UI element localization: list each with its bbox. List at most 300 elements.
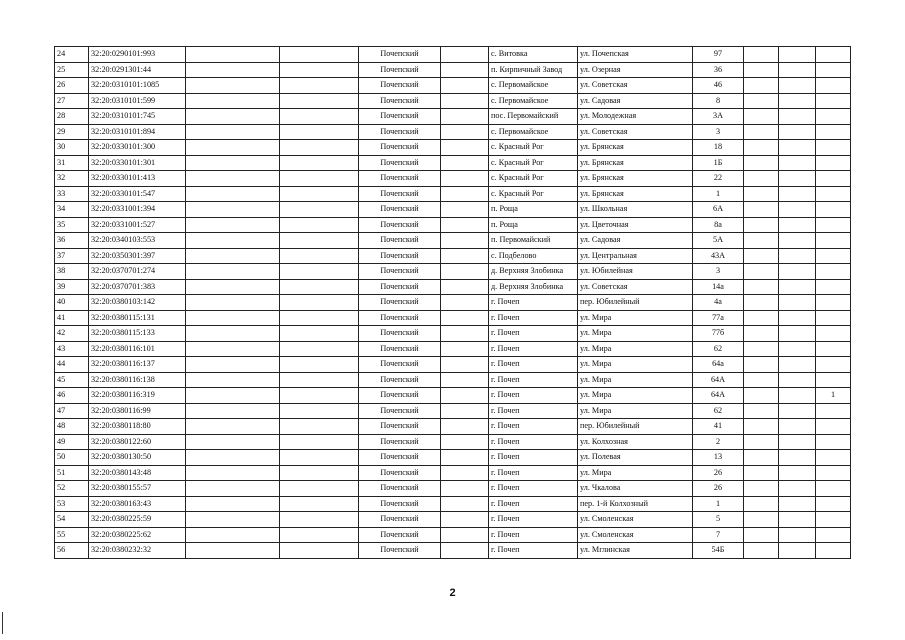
empty-cell <box>186 264 280 280</box>
row-number-cell: 27 <box>55 93 89 109</box>
district-cell: Почепский <box>359 140 441 156</box>
empty-cell <box>779 326 816 342</box>
district-cell: Почепский <box>359 186 441 202</box>
row-number-cell: 36 <box>55 233 89 249</box>
locality-cell: с. Красный Рог <box>489 140 578 156</box>
table-row <box>55 155 851 171</box>
table-row <box>55 171 851 187</box>
table-row <box>55 481 851 497</box>
empty-cell <box>744 434 779 450</box>
empty-cell <box>441 140 489 156</box>
empty-cell <box>280 403 359 419</box>
empty-cell <box>186 388 280 404</box>
extra-value-cell <box>816 295 851 311</box>
empty-cell <box>779 78 816 94</box>
table-row <box>55 372 851 388</box>
locality-cell: г. Почеп <box>489 465 578 481</box>
table-row <box>55 543 851 559</box>
extra-value-cell <box>816 372 851 388</box>
empty-cell <box>186 357 280 373</box>
row-number-cell: 49 <box>55 434 89 450</box>
district-cell: Почепский <box>359 357 441 373</box>
cadastral-number-cell: 32:20:0380163:43 <box>89 496 186 512</box>
empty-cell <box>441 419 489 435</box>
empty-cell <box>779 93 816 109</box>
locality-cell: г. Почеп <box>489 434 578 450</box>
street-cell: ул. Мира <box>578 403 693 419</box>
empty-cell <box>779 217 816 233</box>
table-row <box>55 217 851 233</box>
table-row <box>55 512 851 528</box>
empty-cell <box>186 527 280 543</box>
empty-cell <box>744 481 779 497</box>
locality-cell: с. Витовка <box>489 47 578 63</box>
empty-cell <box>441 326 489 342</box>
district-cell: Почепский <box>359 233 441 249</box>
empty-cell <box>441 155 489 171</box>
locality-cell: г. Почеп <box>489 481 578 497</box>
row-number-cell: 35 <box>55 217 89 233</box>
empty-cell <box>744 310 779 326</box>
street-cell: ул. Мглинская <box>578 543 693 559</box>
empty-cell <box>280 202 359 218</box>
street-cell: ул. Молодежная <box>578 109 693 125</box>
house-number-cell: 26 <box>693 465 744 481</box>
extra-value-cell <box>816 279 851 295</box>
row-number-cell: 45 <box>55 372 89 388</box>
street-cell: ул. Центральная <box>578 248 693 264</box>
empty-cell <box>441 465 489 481</box>
empty-cell <box>186 496 280 512</box>
street-cell: пер. 1-й Колхозный <box>578 496 693 512</box>
house-number-cell: 6А <box>693 202 744 218</box>
row-number-cell: 47 <box>55 403 89 419</box>
cadastral-number-cell: 32:20:0380130:50 <box>89 450 186 466</box>
extra-value-cell <box>816 357 851 373</box>
table-row <box>55 93 851 109</box>
empty-cell <box>744 186 779 202</box>
empty-cell <box>186 326 280 342</box>
district-cell: Почепский <box>359 47 441 63</box>
empty-cell <box>441 341 489 357</box>
street-cell: ул. Смоленская <box>578 512 693 528</box>
empty-cell <box>744 109 779 125</box>
extra-value-cell <box>816 450 851 466</box>
house-number-cell: 77а <box>693 310 744 326</box>
house-number-cell: 18 <box>693 140 744 156</box>
row-number-cell: 41 <box>55 310 89 326</box>
empty-cell <box>779 140 816 156</box>
street-cell: пер. Юбилейный <box>578 419 693 435</box>
extra-value-cell <box>816 527 851 543</box>
locality-cell: п. Роща <box>489 202 578 218</box>
empty-cell <box>441 310 489 326</box>
table-row <box>55 78 851 94</box>
locality-cell: г. Почеп <box>489 310 578 326</box>
locality-cell: г. Почеп <box>489 326 578 342</box>
cadastral-number-cell: 32:20:0380115:133 <box>89 326 186 342</box>
district-cell: Почепский <box>359 450 441 466</box>
cadastral-number-cell: 32:20:0380122:60 <box>89 434 186 450</box>
locality-cell: п. Роща <box>489 217 578 233</box>
table-row <box>55 109 851 125</box>
district-cell: Почепский <box>359 512 441 528</box>
cadastral-number-cell: 32:20:0330101:301 <box>89 155 186 171</box>
empty-cell <box>186 93 280 109</box>
empty-cell <box>441 403 489 419</box>
row-number-cell: 44 <box>55 357 89 373</box>
empty-cell <box>744 93 779 109</box>
row-number-cell: 38 <box>55 264 89 280</box>
empty-cell <box>186 295 280 311</box>
table-row <box>55 388 851 404</box>
empty-cell <box>779 512 816 528</box>
cadastral-number-cell: 32:20:0291301:44 <box>89 62 186 78</box>
empty-cell <box>744 372 779 388</box>
house-number-cell: 14а <box>693 279 744 295</box>
extra-value-cell <box>816 434 851 450</box>
empty-cell <box>186 248 280 264</box>
street-cell: ул. Садовая <box>578 93 693 109</box>
cadastral-number-cell: 32:20:0310101:1085 <box>89 78 186 94</box>
empty-cell <box>186 310 280 326</box>
locality-cell: с. Красный Рог <box>489 171 578 187</box>
house-number-cell: 5 <box>693 512 744 528</box>
empty-cell <box>779 465 816 481</box>
empty-cell <box>186 512 280 528</box>
table-row <box>55 341 851 357</box>
empty-cell <box>744 512 779 528</box>
table-row <box>55 279 851 295</box>
empty-cell <box>779 62 816 78</box>
empty-cell <box>441 186 489 202</box>
house-number-cell: 3 <box>693 264 744 280</box>
district-cell: Почепский <box>359 248 441 264</box>
empty-cell <box>186 403 280 419</box>
house-number-cell: 64А <box>693 388 744 404</box>
cadastral-number-cell: 32:20:0330101:413 <box>89 171 186 187</box>
cadastral-number-cell: 32:20:0370701:383 <box>89 279 186 295</box>
empty-cell <box>280 279 359 295</box>
house-number-cell: 77б <box>693 326 744 342</box>
locality-cell: г. Почеп <box>489 372 578 388</box>
locality-cell: пос. Первомайский <box>489 109 578 125</box>
empty-cell <box>779 171 816 187</box>
extra-value-cell <box>816 248 851 264</box>
extra-value-cell <box>816 481 851 497</box>
table-row <box>55 326 851 342</box>
locality-cell: г. Почеп <box>489 357 578 373</box>
empty-cell <box>441 171 489 187</box>
table-row <box>55 419 851 435</box>
table-row <box>55 248 851 264</box>
empty-cell <box>280 264 359 280</box>
locality-cell: г. Почеп <box>489 512 578 528</box>
empty-cell <box>441 279 489 295</box>
empty-cell <box>779 434 816 450</box>
locality-cell: п. Кирпичный Завод <box>489 62 578 78</box>
row-number-cell: 51 <box>55 465 89 481</box>
empty-cell <box>186 465 280 481</box>
locality-cell: с. Подбелово <box>489 248 578 264</box>
locality-cell: с. Красный Рог <box>489 186 578 202</box>
empty-cell <box>280 171 359 187</box>
house-number-cell: 64а <box>693 357 744 373</box>
empty-cell <box>280 124 359 140</box>
empty-cell <box>280 326 359 342</box>
extra-value-cell <box>816 78 851 94</box>
empty-cell <box>186 186 280 202</box>
empty-cell <box>779 279 816 295</box>
empty-cell <box>744 450 779 466</box>
empty-cell <box>744 202 779 218</box>
table-row <box>55 465 851 481</box>
locality-cell: с. Первомайское <box>489 93 578 109</box>
empty-cell <box>779 419 816 435</box>
empty-cell <box>744 124 779 140</box>
district-cell: Почепский <box>359 171 441 187</box>
extra-value-cell <box>816 326 851 342</box>
empty-cell <box>186 543 280 559</box>
table-row <box>55 434 851 450</box>
locality-cell: с. Первомайское <box>489 124 578 140</box>
district-cell: Почепский <box>359 465 441 481</box>
row-number-cell: 46 <box>55 388 89 404</box>
empty-cell <box>744 543 779 559</box>
row-number-cell: 34 <box>55 202 89 218</box>
empty-cell <box>280 481 359 497</box>
empty-cell <box>744 233 779 249</box>
table-row <box>55 186 851 202</box>
house-number-cell: 3 <box>693 124 744 140</box>
empty-cell <box>280 450 359 466</box>
empty-cell <box>441 264 489 280</box>
cadastral-number-cell: 32:20:0350301:397 <box>89 248 186 264</box>
street-cell: ул. Садовая <box>578 233 693 249</box>
street-cell: ул. Чкалова <box>578 481 693 497</box>
empty-cell <box>186 47 280 63</box>
house-number-cell: 54Б <box>693 543 744 559</box>
house-number-cell: 46 <box>693 78 744 94</box>
empty-cell <box>779 372 816 388</box>
empty-cell <box>441 481 489 497</box>
table-row <box>55 202 851 218</box>
empty-cell <box>779 233 816 249</box>
row-number-cell: 30 <box>55 140 89 156</box>
cadastral-number-cell: 32:20:0380232:32 <box>89 543 186 559</box>
house-number-cell: 8 <box>693 93 744 109</box>
empty-cell <box>280 543 359 559</box>
empty-cell <box>441 217 489 233</box>
extra-value-cell <box>816 202 851 218</box>
extra-value-cell <box>816 109 851 125</box>
empty-cell <box>280 140 359 156</box>
empty-cell <box>744 279 779 295</box>
row-number-cell: 50 <box>55 450 89 466</box>
empty-cell <box>744 264 779 280</box>
empty-cell <box>779 357 816 373</box>
street-cell: ул. Юбилейная <box>578 264 693 280</box>
empty-cell <box>441 93 489 109</box>
district-cell: Почепский <box>359 62 441 78</box>
street-cell: ул. Советская <box>578 124 693 140</box>
empty-cell <box>280 496 359 512</box>
locality-cell: г. Почеп <box>489 295 578 311</box>
empty-cell <box>744 341 779 357</box>
empty-cell <box>441 496 489 512</box>
extra-value-cell <box>816 124 851 140</box>
empty-cell <box>441 109 489 125</box>
cadastral-number-cell: 32:20:0330101:300 <box>89 140 186 156</box>
empty-cell <box>280 419 359 435</box>
row-number-cell: 56 <box>55 543 89 559</box>
empty-cell <box>280 217 359 233</box>
table-row <box>55 496 851 512</box>
empty-cell <box>280 465 359 481</box>
empty-cell <box>779 202 816 218</box>
empty-cell <box>186 155 280 171</box>
row-number-cell: 28 <box>55 109 89 125</box>
extra-value-cell <box>816 62 851 78</box>
empty-cell <box>744 496 779 512</box>
extra-value-cell <box>816 140 851 156</box>
row-number-cell: 24 <box>55 47 89 63</box>
cadastral-number-cell: 32:20:0310101:745 <box>89 109 186 125</box>
empty-cell <box>186 140 280 156</box>
street-cell: ул. Мира <box>578 372 693 388</box>
row-number-cell: 29 <box>55 124 89 140</box>
extra-value-cell <box>816 403 851 419</box>
empty-cell <box>280 310 359 326</box>
district-cell: Почепский <box>359 124 441 140</box>
house-number-cell: 97 <box>693 47 744 63</box>
district-cell: Почепский <box>359 155 441 171</box>
empty-cell <box>779 264 816 280</box>
table-row <box>55 357 851 373</box>
street-cell: ул. Брянская <box>578 171 693 187</box>
empty-cell <box>280 47 359 63</box>
district-cell: Почепский <box>359 388 441 404</box>
empty-cell <box>280 186 359 202</box>
cadastral-number-cell: 32:20:0380116:137 <box>89 357 186 373</box>
empty-cell <box>744 295 779 311</box>
cadastral-number-cell: 32:20:0380116:138 <box>89 372 186 388</box>
district-cell: Почепский <box>359 543 441 559</box>
cadastral-number-cell: 32:20:0380143:48 <box>89 465 186 481</box>
extra-value-cell <box>816 186 851 202</box>
empty-cell <box>186 372 280 388</box>
empty-cell <box>280 155 359 171</box>
table-row <box>55 264 851 280</box>
cadastral-number-cell: 32:20:0380155:57 <box>89 481 186 497</box>
cadastral-number-cell: 32:20:0380116:101 <box>89 341 186 357</box>
cadastral-number-cell: 32:20:0380115:131 <box>89 310 186 326</box>
page-number: 2 <box>449 587 456 599</box>
extra-value-cell <box>816 264 851 280</box>
empty-cell <box>280 62 359 78</box>
district-cell: Почепский <box>359 217 441 233</box>
empty-cell <box>779 248 816 264</box>
street-cell: ул. Полевая <box>578 450 693 466</box>
table-row <box>55 295 851 311</box>
empty-cell <box>744 465 779 481</box>
empty-cell <box>779 341 816 357</box>
street-cell: ул. Озерная <box>578 62 693 78</box>
empty-cell <box>441 527 489 543</box>
empty-cell <box>441 202 489 218</box>
registry-table <box>54 46 851 559</box>
street-cell: ул. Цветочная <box>578 217 693 233</box>
cadastral-number-cell: 32:20:0380116:319 <box>89 388 186 404</box>
district-cell: Почепский <box>359 326 441 342</box>
house-number-cell: 64А <box>693 372 744 388</box>
empty-cell <box>186 233 280 249</box>
district-cell: Почепский <box>359 434 441 450</box>
locality-cell: г. Почеп <box>489 341 578 357</box>
table-row <box>55 47 851 63</box>
empty-cell <box>744 171 779 187</box>
district-cell: Почепский <box>359 109 441 125</box>
house-number-cell: 26 <box>693 481 744 497</box>
empty-cell <box>186 78 280 94</box>
table-row <box>55 233 851 249</box>
empty-cell <box>280 527 359 543</box>
empty-cell <box>744 403 779 419</box>
cadastral-number-cell: 32:20:0330101:547 <box>89 186 186 202</box>
empty-cell <box>280 388 359 404</box>
street-cell: ул. Брянская <box>578 140 693 156</box>
empty-cell <box>441 388 489 404</box>
empty-cell <box>186 109 280 125</box>
empty-cell <box>744 419 779 435</box>
empty-cell <box>779 186 816 202</box>
empty-cell <box>280 248 359 264</box>
district-cell: Почепский <box>359 419 441 435</box>
table-row <box>55 403 851 419</box>
empty-cell <box>441 512 489 528</box>
table-body <box>55 47 851 559</box>
empty-cell <box>779 388 816 404</box>
extra-value-cell <box>816 419 851 435</box>
empty-cell <box>441 357 489 373</box>
empty-cell <box>441 543 489 559</box>
row-number-cell: 52 <box>55 481 89 497</box>
row-number-cell: 40 <box>55 295 89 311</box>
empty-cell <box>280 372 359 388</box>
empty-cell <box>186 419 280 435</box>
street-cell: ул. Советская <box>578 78 693 94</box>
row-number-cell: 39 <box>55 279 89 295</box>
house-number-cell: 7 <box>693 527 744 543</box>
street-cell: ул. Мира <box>578 388 693 404</box>
street-cell: ул. Почепская <box>578 47 693 63</box>
empty-cell <box>744 326 779 342</box>
row-number-cell: 43 <box>55 341 89 357</box>
locality-cell: г. Почеп <box>489 419 578 435</box>
scan-edge-mark <box>2 612 3 634</box>
locality-cell: г. Почеп <box>489 388 578 404</box>
locality-cell: г. Почеп <box>489 403 578 419</box>
empty-cell <box>744 140 779 156</box>
empty-cell <box>441 78 489 94</box>
street-cell: ул. Мира <box>578 357 693 373</box>
empty-cell <box>744 357 779 373</box>
table-row <box>55 62 851 78</box>
row-number-cell: 33 <box>55 186 89 202</box>
empty-cell <box>186 124 280 140</box>
street-cell: пер. Юбилейный <box>578 295 693 311</box>
district-cell: Почепский <box>359 310 441 326</box>
